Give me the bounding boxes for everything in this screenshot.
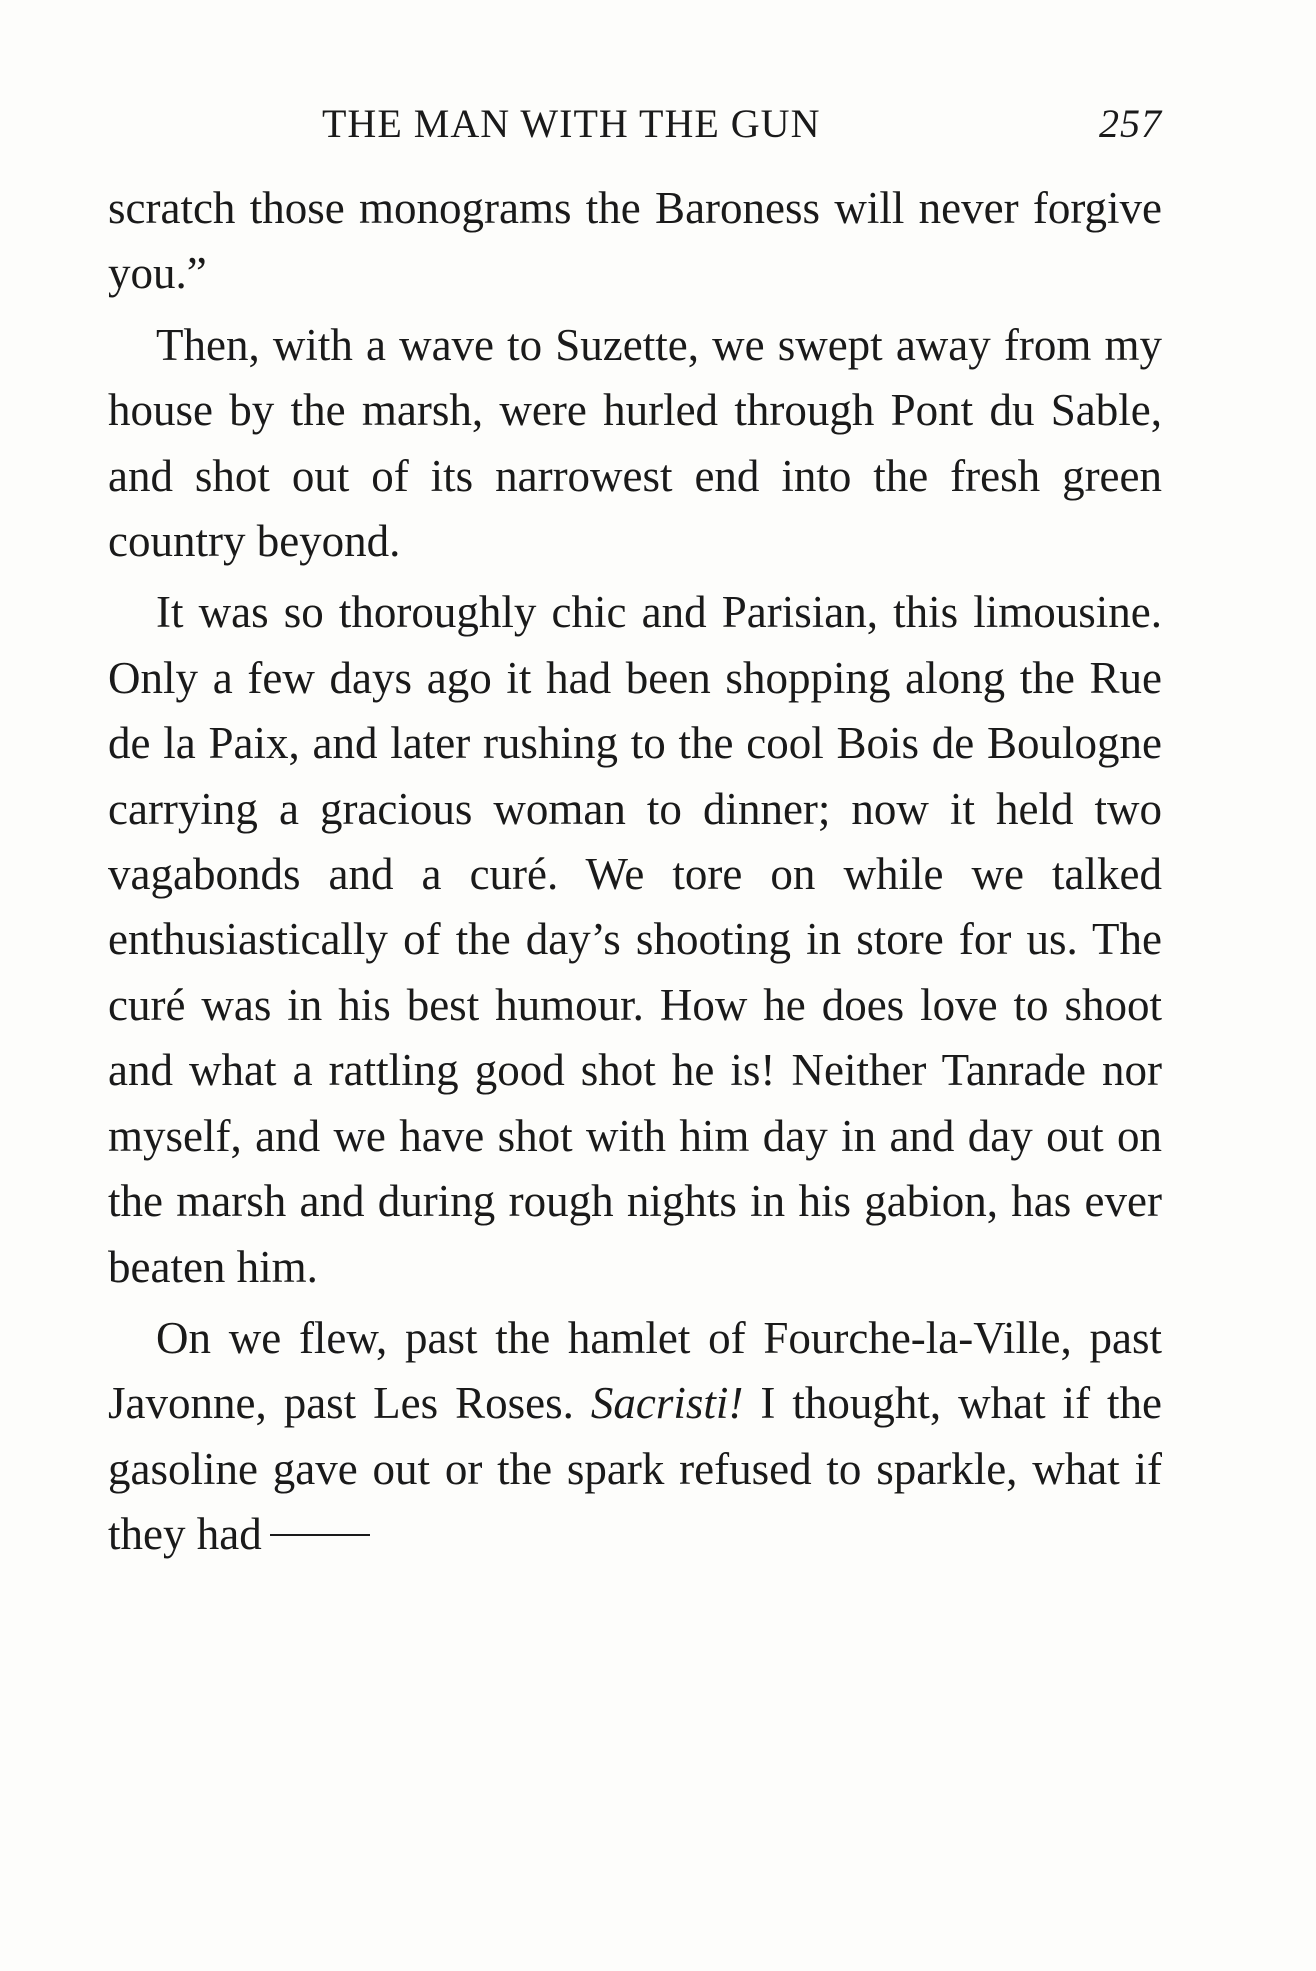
page-number: 257 [1099, 101, 1162, 146]
italic-exclamation: Sacristi! [590, 1378, 744, 1429]
running-head [108, 100, 1162, 152]
paragraph-3: It was so thoroughly chic and Parisian, this limousine. Only a few days ago it had been shopping along the Rue de la Paix, and later rushing to the cool Bois de Boulogne carrying a gracious woman to dinner; now it held two vagabonds and a curé. We tore on while we talked enthusiastically of the day’s shooting in store for us. The curé was in his best humour. How he does love to shoot and what a rattling good shot he is! Neither Tanrade nor myself, and we have shot with him day in and day out on the marsh and during rough nights in his gabion, has ever beaten him. [108, 587, 1162, 1292]
paragraph-4-end: I thought, what if the gasoline gave out or the spark refused to sparkle, what if they had [108, 1378, 1163, 1560]
paragraph-4 [108, 1306, 1162, 1568]
paragraph-2: Then, with a wave to Suzette, we swept away from my house by the marsh, were hurled through Pont du Sable, and shot out of its narrowest end into the fresh green country beyond. [108, 319, 1162, 567]
paragraph-4-start: On we flew, past the hamlet of Fourche-la-Ville, past Javonne, past Les Roses. [108, 1312, 1162, 1429]
paragraph-1: scratch those monograms the Baroness will never forgive you.” [108, 183, 1162, 299]
body-text [108, 176, 1162, 1568]
running-title: THE MAN WITH THE GUN [322, 101, 821, 146]
em-dash [270, 1534, 370, 1536]
